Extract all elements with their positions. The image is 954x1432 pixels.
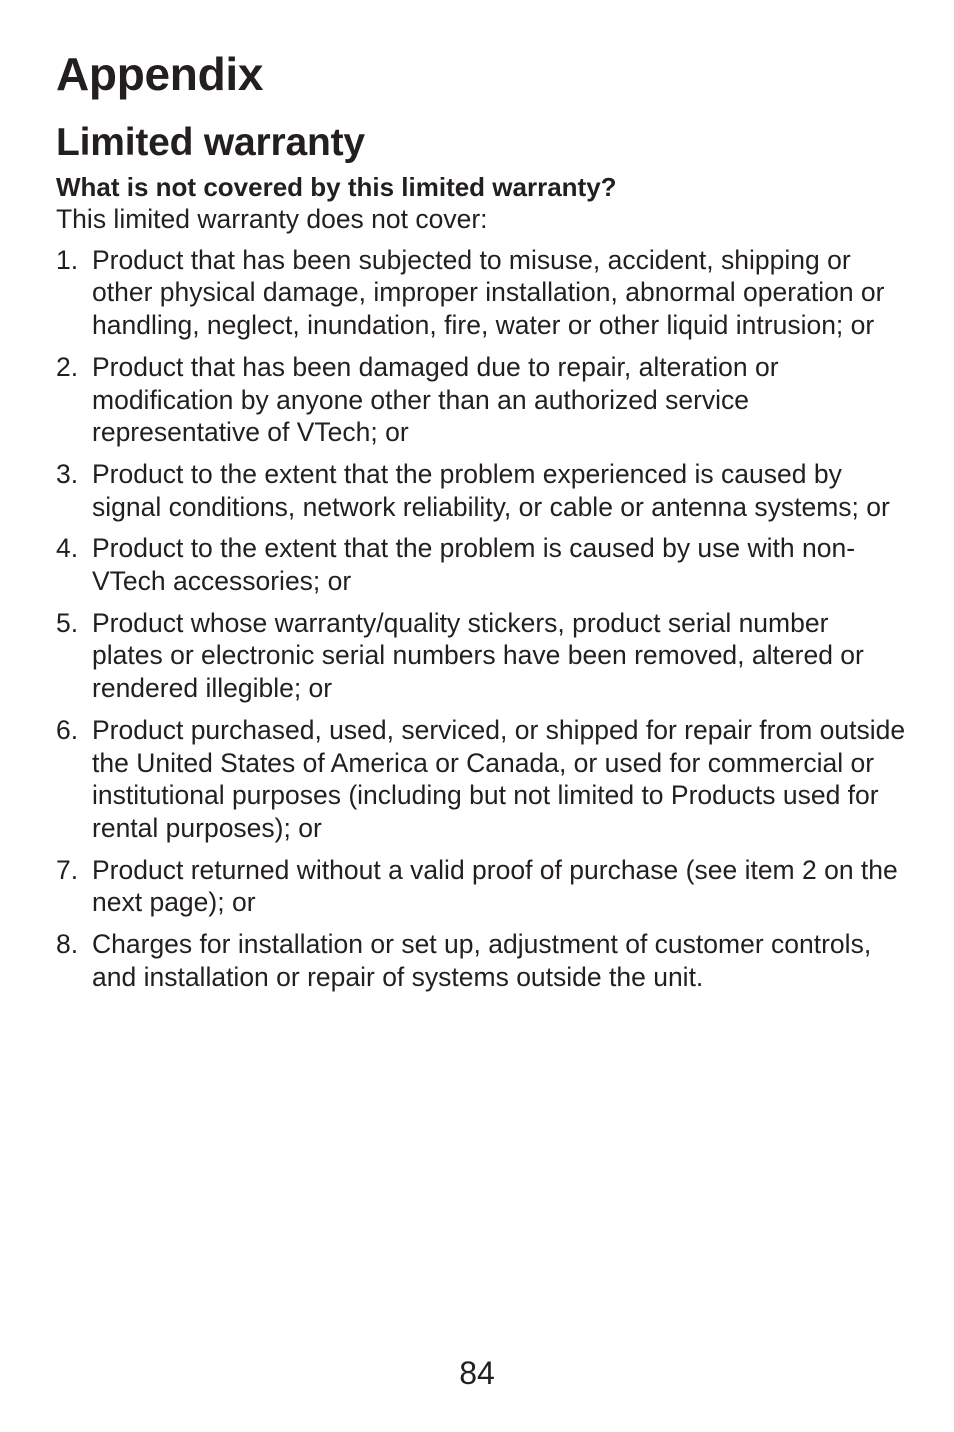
list-item-number: 3. xyxy=(56,458,79,489)
list-item-number: 2. xyxy=(56,351,79,382)
exclusions-list xyxy=(56,244,906,994)
list-item-text: Product that has been damaged due to repair, alteration or modification by anyone other than an authorized service representative of VTech; or xyxy=(92,351,779,448)
list-item-number: 6. xyxy=(56,714,79,745)
list-item-number: 5. xyxy=(56,607,79,638)
list-item-text: Product whose warranty/quality stickers, product serial number plates or electronic serial numbers have been removed, altered or rendered illegible; or xyxy=(92,607,864,704)
list-item xyxy=(56,854,906,919)
list-item xyxy=(56,714,906,845)
list-item xyxy=(56,244,906,342)
list-item-text: Product to the extent that the problem is caused by use with non-VTech accessories; or xyxy=(92,533,856,597)
list-item xyxy=(56,351,906,449)
list-item-text: Product to the extent that the problem experienced is caused by signal conditions, network reliability, or cable or antenna systems; or xyxy=(92,458,890,522)
list-item-number: 8. xyxy=(56,929,79,960)
list-item-number: 1. xyxy=(56,244,79,275)
document-page xyxy=(56,44,906,1002)
page-title: Appendix xyxy=(56,48,264,100)
list-item xyxy=(56,458,906,523)
section-title: Limited warranty xyxy=(56,121,365,164)
list-item-text: Product that has been subjected to misuse, accident, shipping or other physical damage, improper installation, abnormal operation or handling, neglect, inundation, fire, water or other liquid intrusion; or xyxy=(92,244,885,341)
list-item xyxy=(56,928,906,993)
list-item-number: 7. xyxy=(56,854,79,885)
list-item xyxy=(56,607,906,705)
intro-text: This limited warranty does not cover: xyxy=(56,204,488,234)
page-number: 84 xyxy=(459,1355,495,1391)
list-item-text: Product purchased, used, serviced, or shipped for repair from outside the United States of America or Canada, or used for commercial or institutional purposes (including but not limited to Products used for rental purposes); or xyxy=(92,714,906,843)
list-item-text: Product returned without a valid proof of purchase (see item 2 on the next page); or xyxy=(92,854,898,918)
list-item-number: 4. xyxy=(56,533,79,564)
list-item-text: Charges for installation or set up, adjustment of customer controls, and installation or repair of systems outside the unit. xyxy=(92,929,872,992)
list-item xyxy=(56,532,906,597)
subsection-question: What is not covered by this limited warranty? xyxy=(56,172,617,202)
